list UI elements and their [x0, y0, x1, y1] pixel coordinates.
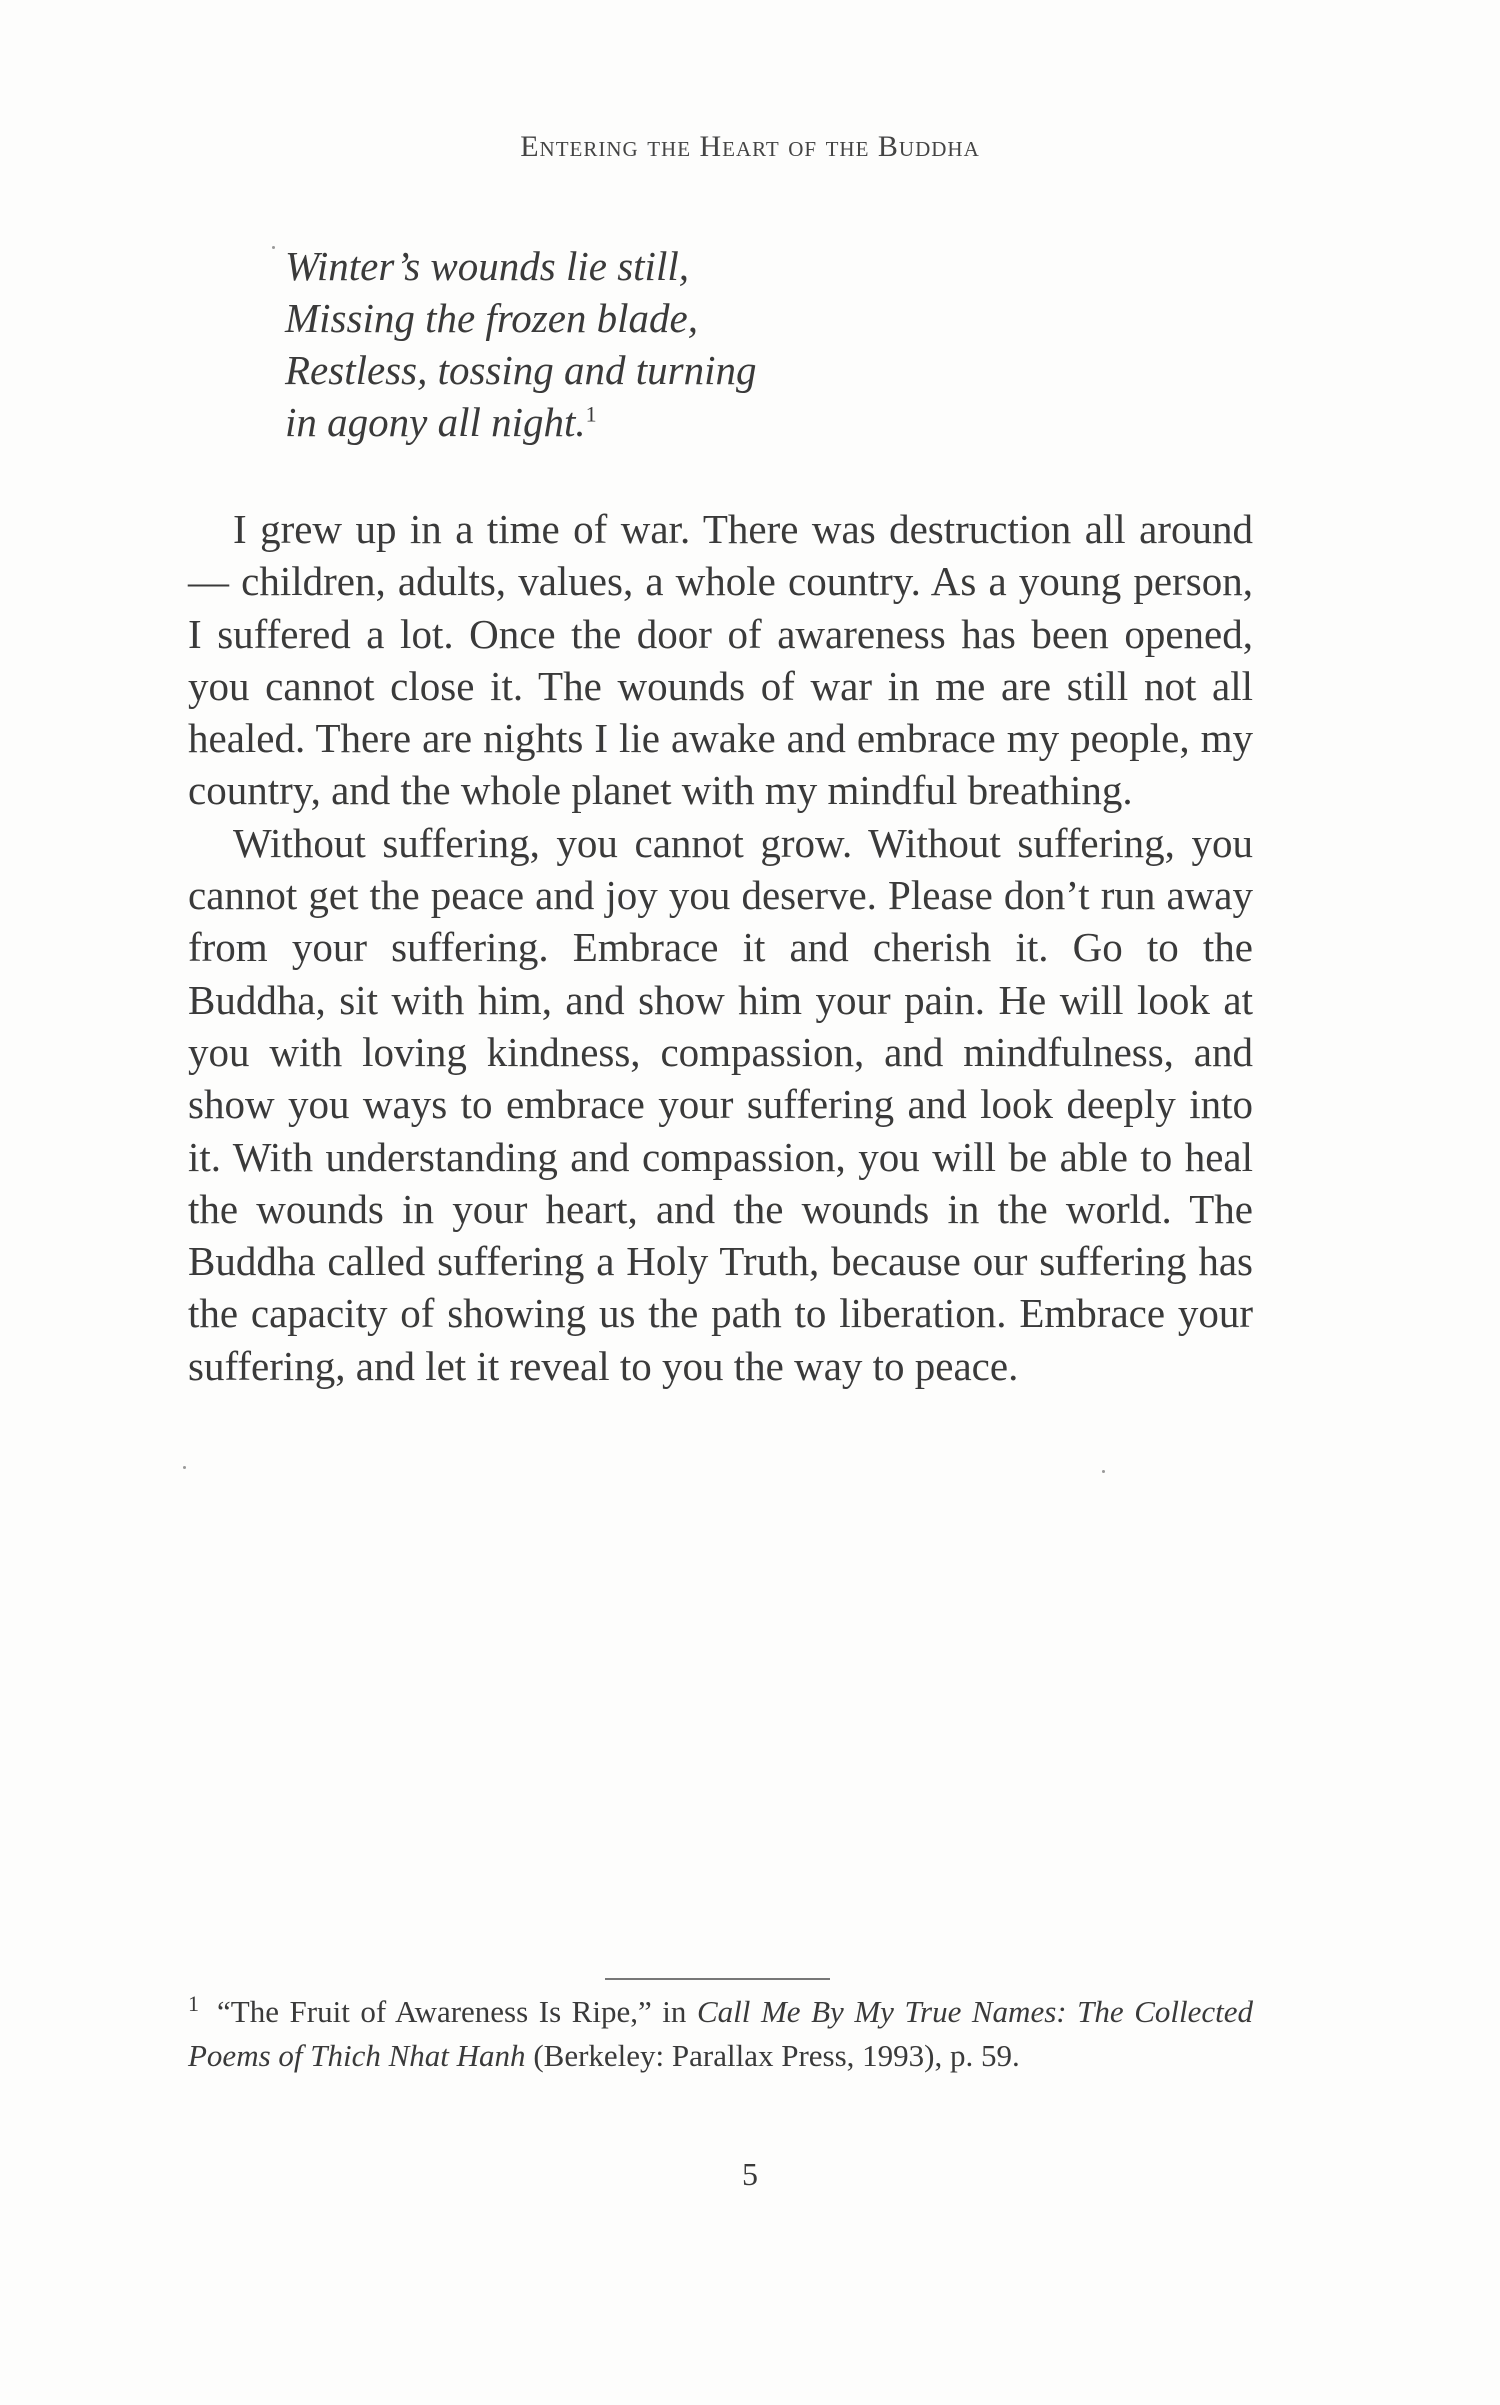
poem-line-2: Missing the frozen blade,: [285, 295, 699, 341]
page-number: 5: [742, 2156, 758, 2192]
scan-speck: [272, 246, 275, 249]
running-head: Entering the Heart of the Buddha: [520, 130, 980, 163]
footnote-quote: “The Fruit of Awareness Is Ripe,” in: [217, 1994, 697, 2029]
poem-line-4: [285, 396, 985, 448]
paragraph-1: I grew up in a time of war. There was destruction all around — children, adults, values, a whole country. As a young person, I suffered a lot. Once the door of awareness has been opened, you cannot close it. The wounds of war in me are still not all healed. There are nights I lie awake and embrace my people, my country, and the whole planet with my mindful breathing.: [188, 506, 1253, 814]
poem-line-1: Winter’s wounds lie still,: [285, 243, 689, 289]
poem-epigraph: [285, 240, 985, 448]
poem-line-4-text: in agony all night.: [285, 399, 586, 445]
footnote: [188, 1990, 1253, 2078]
poem-line-3: Restless, tossing and turning: [285, 347, 757, 393]
footnote-number: 1: [188, 1990, 199, 2016]
scan-speck: [1102, 1470, 1105, 1473]
scan-speck: [183, 1466, 186, 1469]
paragraph-2: Without suffering, you cannot grow. Without suffering, you cannot get the peace and joy you deserve. Please don’t run away from your suffering. Embrace it and cherish it. Go to the Buddha, sit with him, and show him your pain. He will look at you with loving kindness, compassion, and mindfulness, and show you ways to embrace your suffering and look deeply into it. With understanding and compassion, you will be able to heal the wounds in your heart, and the wounds in the world. The Buddha called suffering a Holy Truth, because our suffering has the capacity of showing us the path to liberation. Embrace your suffering, and let it reveal to you the way to peace.: [188, 819, 1253, 1389]
footnote-publication: (Berkeley: Parallax Press, 1993), p. 59.: [525, 2038, 1020, 2073]
body-text: [188, 503, 1253, 1392]
footnote-book-title: Call Me By My True Names: The Collected Poems of Thich Nhat Hanh: [188, 1994, 1254, 2073]
footnote-divider: [605, 1978, 830, 1980]
footnote-reference: 1: [585, 401, 597, 427]
